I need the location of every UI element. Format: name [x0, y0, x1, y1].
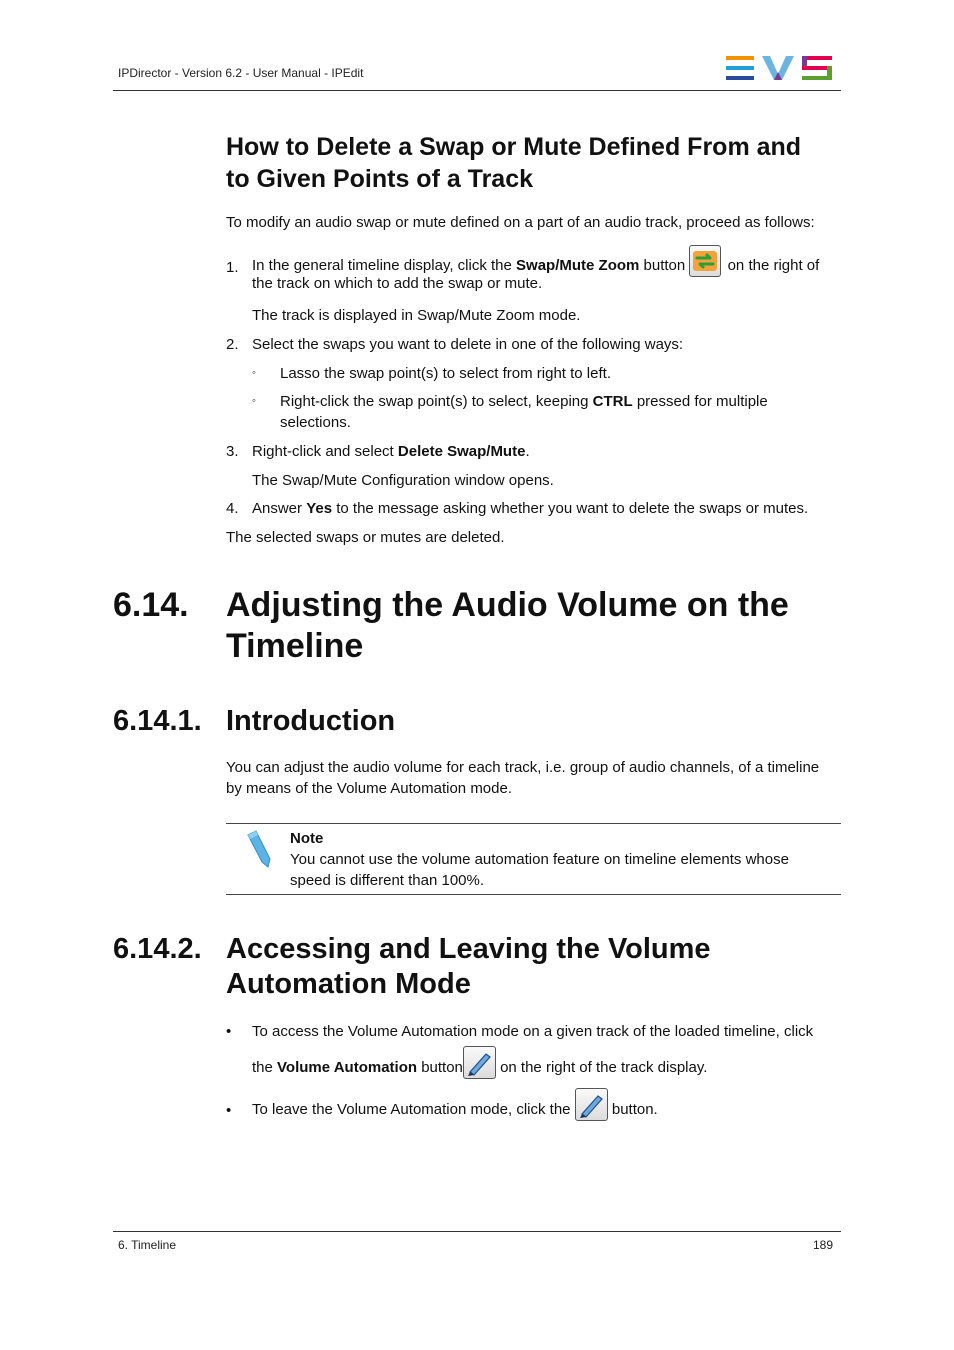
- intro-paragraph: To modify an audio swap or mute defined on a part of an audio track, proceed as follows:: [226, 214, 815, 231]
- bullet: •: [226, 1023, 232, 1040]
- bullet: •: [226, 1102, 232, 1119]
- introduction-paragraph: You can adjust the audio volume for each track, i.e. group of audio channels, of a timeline by means of the Volume Automation mode.: [226, 759, 820, 797]
- section-title-introduction: Introduction: [226, 705, 396, 737]
- footer-chapter: 6. Timeline: [118, 1238, 177, 1252]
- note-top-rule: [226, 823, 841, 824]
- evs-logo: [726, 54, 834, 82]
- bullet-access-volume-automation: To access the Volume Automation mode on a given track of the loaded timeline, click the Volume Automation button on the right of the track display.: [252, 1021, 842, 1086]
- step-1-result: The track is displayed in Swap/Mute Zoom mode.: [252, 307, 581, 324]
- footer-rule: [113, 1231, 841, 1232]
- section-number: 6.14.2.: [113, 933, 202, 965]
- conclusion-paragraph: The selected swaps or mutes are deleted.: [226, 529, 505, 546]
- section-heading-delete-swap: How to Delete a Swap or Mute Defined From and to Given Points of a Track: [226, 133, 802, 193]
- step-number: 4.: [226, 500, 239, 517]
- step-3: Right-click and select Delete Swap/Mute.: [252, 443, 530, 460]
- step-2-option-1: Lasso the swap point(s) to select from right to left.: [280, 365, 611, 382]
- bullet-leave-volume-automation: To leave the Volume Automation mode, click the button.: [252, 1088, 658, 1128]
- step-number: 1.: [226, 259, 239, 276]
- note-bottom-rule: [226, 894, 841, 895]
- volume-automation-icon[interactable]: [463, 1046, 496, 1079]
- pen-note-icon: [244, 829, 274, 869]
- volume-automation-icon[interactable]: [575, 1088, 608, 1121]
- sub-bullet: ◦: [252, 395, 256, 407]
- note-box: Note You cannot use the volume automation feature on timeline elements whose speed is different than 100%.: [290, 828, 840, 891]
- step-number: 3.: [226, 443, 239, 460]
- step-2: Select the swaps you want to delete in one of the following ways:: [252, 336, 684, 353]
- step-number: 2.: [226, 336, 239, 353]
- step-4: Answer Yes to the message asking whether you want to delete the swaps or mutes.: [252, 500, 809, 517]
- header-rule: [113, 90, 841, 91]
- section-number: 6.14.1.: [113, 705, 202, 737]
- page-number: 189: [813, 1238, 834, 1252]
- step-2-option-2: Right-click the swap point(s) to select, keeping CTRL pressed for multiple selections.: [280, 393, 768, 431]
- section-title-volume-automation: Accessing and Leaving the Volume Automation Mode: [226, 933, 711, 1000]
- note-label: Note: [290, 830, 324, 847]
- swap-mute-zoom-icon[interactable]: [689, 245, 721, 277]
- section-number: 6.14.: [113, 586, 189, 624]
- sub-bullet: ◦: [252, 367, 256, 379]
- step-3-result: The Swap/Mute Configuration window opens.: [252, 472, 554, 489]
- section-title-6-14: Adjusting the Audio Volume on the Timeline: [226, 586, 789, 665]
- step-1: In the general timeline display, click the Swap/Mute Zoom button on the right of the track on which to add the swap or mute.: [252, 245, 842, 294]
- running-header: IPDirector - Version 6.2 - User Manual - IPEdit: [118, 66, 364, 80]
